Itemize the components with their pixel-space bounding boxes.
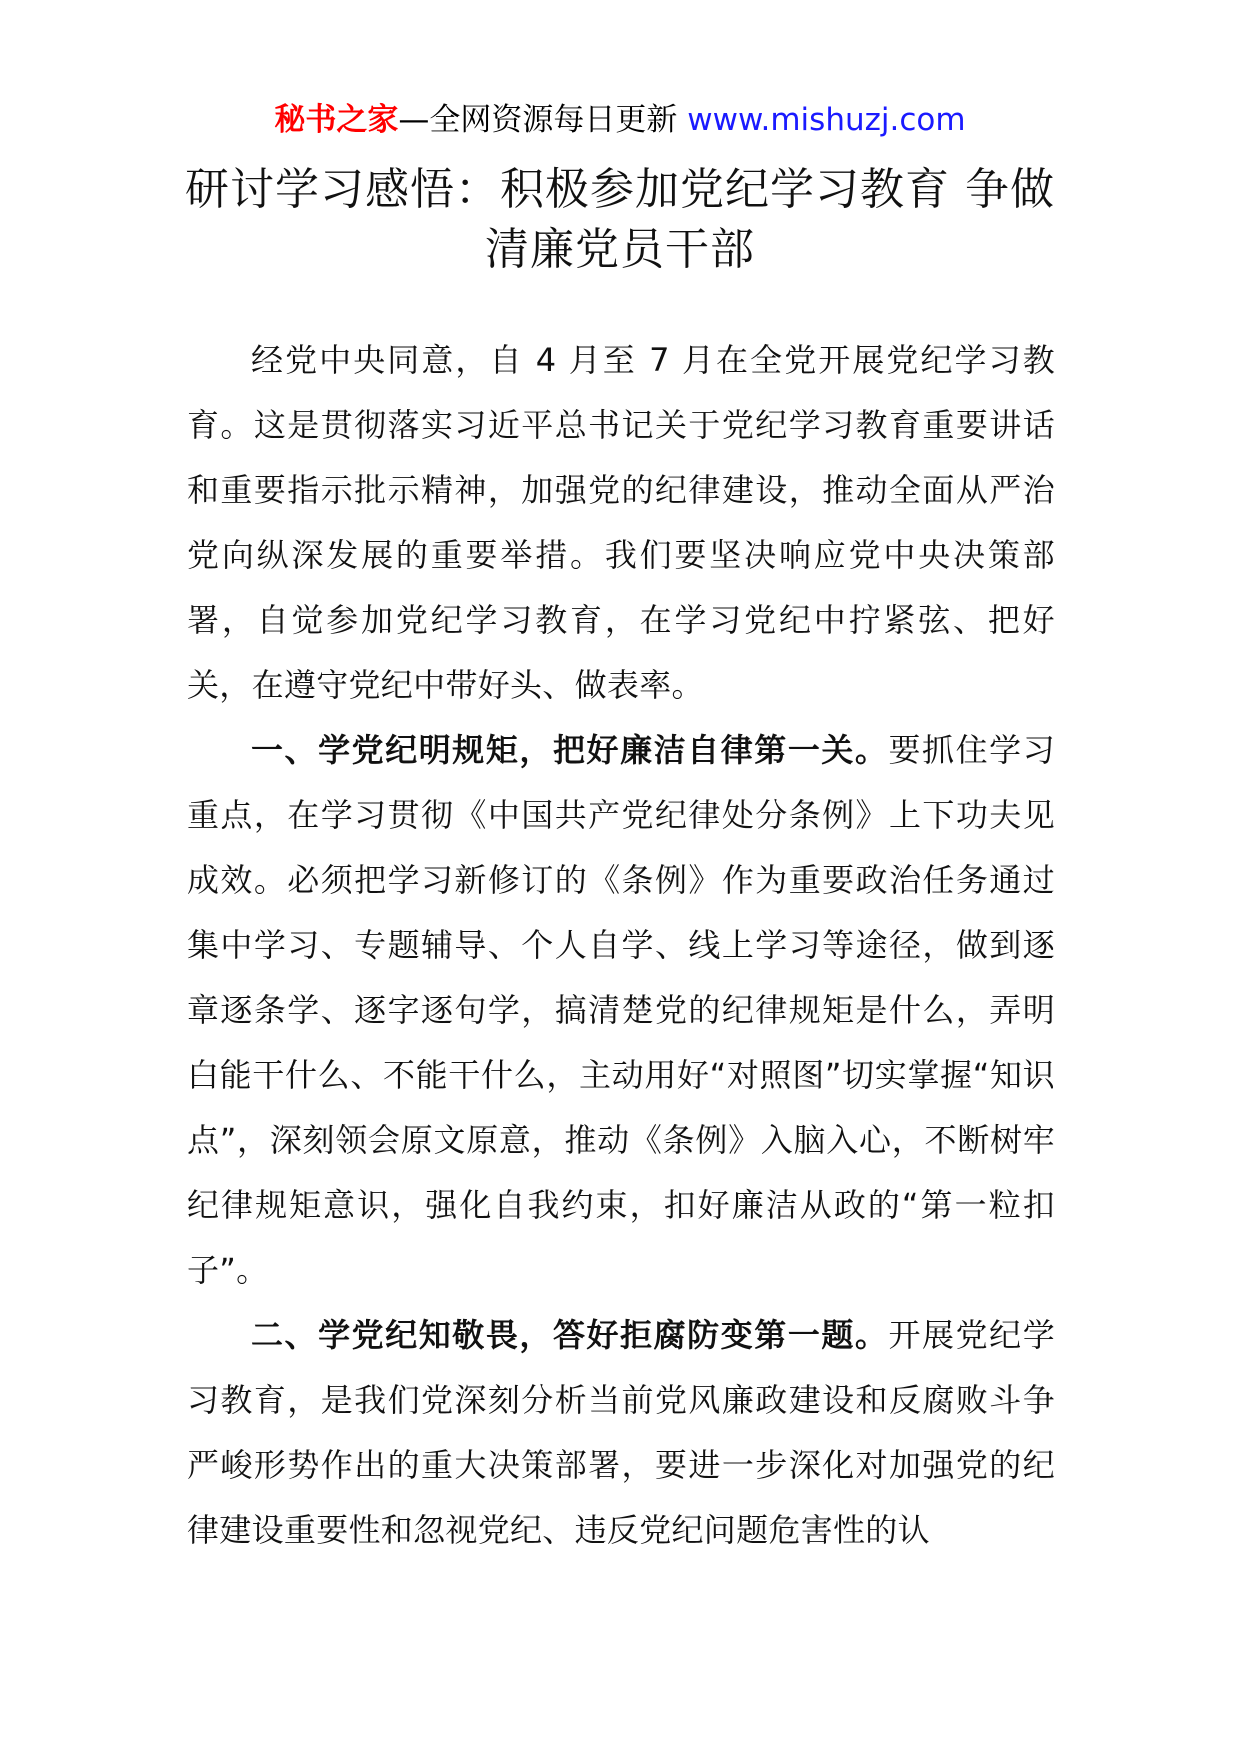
paragraph-text: 经党中央同意，自 4 月至 7 月在全党开展党纪学习教育。这是贯彻落实习近平总书记关于党纪学习教育重要讲话和重要指示批示精神，加强党的纪律建设，推动全面从严治党向纵深发展的重要举措。我们要坚决响应党中央决策部署，自觉参加党纪学习教育，在学习党纪中拧紧弦、把好关，在遵守党纪中带好头、做表率。 — [187, 341, 1055, 704]
paragraph-text: 开展党纪学习教育，是我们党深刻分析当前党风廉政建设和反腐败斗争严峻形势作出的重大决策部署，要进一步深化对加强党的纪律建设重要性和忽视党纪、违反党纪问题危害性的认 — [187, 1316, 1055, 1549]
paragraph-text: 要抓住学习重点，在学习贯彻《中国共产党纪律处分条例》上下功夫见成效。必须把学习新修订的《条例》作为重要政治任务通过集中学习、专题辅导、个人自学、线上学习等途径，做到逐章逐条学、逐字逐句学，搞清楚党的纪律规矩是什么，弄明白能干什么、不能干什么，主动用好“对照图”切实掌握“知识点”，深刻领会原文原意，推动《条例》入脑入心，不断树牢纪律规矩意识，强化自我约束，扣好廉洁从政的“第一粒扣子”。 — [187, 731, 1055, 1289]
section-heading: 一、学党纪明规矩，把好廉洁自律第一关。 — [251, 731, 889, 769]
paragraph-section-two — [187, 1303, 1055, 1563]
section-heading: 二、学党纪知敬畏，答好拒腐防变第一题。 — [251, 1316, 889, 1354]
paragraph-intro — [187, 328, 1055, 718]
paragraph-section-one — [187, 718, 1055, 1303]
site-header — [0, 100, 1240, 140]
document-body — [187, 328, 1055, 1563]
document-title: 研讨学习感悟：积极参加党纪学习教育 争做清廉党员干部 — [185, 164, 1055, 275]
site-url-link[interactable]: www.mishuzj.com — [687, 102, 966, 138]
brand-name: 秘书之家 — [274, 102, 399, 138]
header-slogan: —全网资源每日更新 — [398, 102, 678, 138]
